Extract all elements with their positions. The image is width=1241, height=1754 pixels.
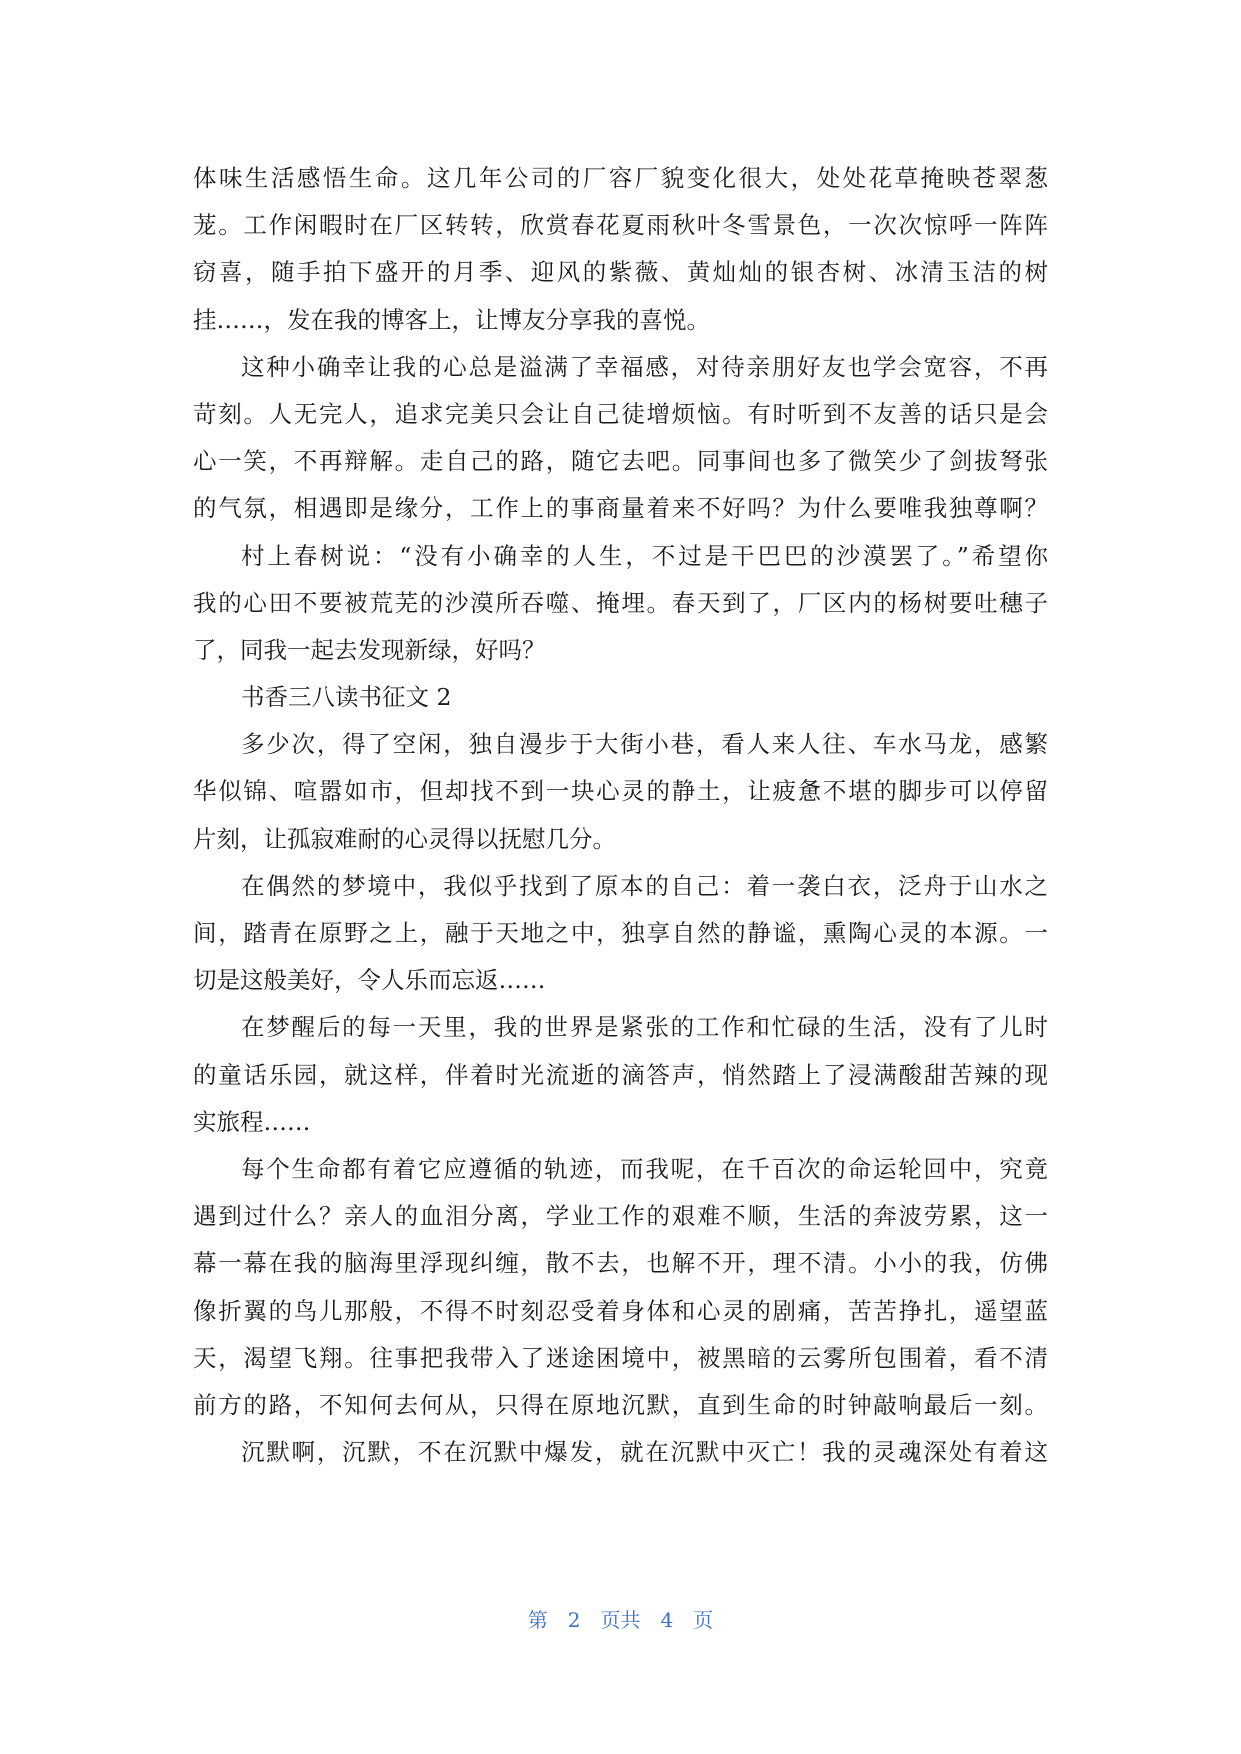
- footer-prefix: 第: [527, 1608, 548, 1632]
- text-line: 苛刻。人无完人，追求完美只会让自己徒增烦恼。有时听到不友善的话只是会: [193, 399, 1048, 428]
- text-line: 这种小确幸让我的心总是溢满了幸福感，对待亲朋好友也学会宽容，不再: [241, 352, 1048, 381]
- text-line: 像折翼的鸟儿那般，不得不时刻忍受着身体和心灵的剧痛，苦苦挣扎，遥望蓝: [193, 1296, 1048, 1325]
- footer-current-page: 2: [567, 1608, 581, 1632]
- text-line: 村上春树说：“没有小确幸的人生，不过是干巴巴的沙漠罢了。”希望你: [241, 541, 1048, 570]
- text-line: 片刻，让孤寂难耐的心灵得以抚慰几分。: [193, 824, 616, 853]
- text-line: 的童话乐园，就这样，伴着时光流逝的滴答声，悄然踏上了浸满酸甜苦辣的现: [193, 1060, 1048, 1089]
- text-line: 切是这般美好，令人乐而忘返……: [193, 966, 546, 995]
- text-line: 前方的路，不知何去何从，只得在原地沉默，直到生命的时钟敲响最后一刻。: [193, 1390, 1048, 1419]
- footer-total-pages: 4: [660, 1608, 674, 1632]
- page-footer: [0, 1604, 1241, 1633]
- text-line: 多少次，得了空闲，独自漫步于大街小巷，看人来人往、车水马龙，感繁: [241, 730, 1048, 759]
- text-line: 茏。工作闲暇时在厂区转转，欣赏春花夏雨秋叶冬雪景色，一次次惊呼一阵阵: [193, 211, 1048, 240]
- text-line: 挂……，发在我的博客上，让博友分享我的喜悦。: [193, 305, 710, 334]
- text-line: 华似锦、喧嚣如市，但却找不到一块心灵的静土，让疲惫不堪的脚步可以停留: [193, 777, 1048, 806]
- text-line: 窃喜，随手拍下盛开的月季、迎风的紫薇、黄灿灿的银杏树、冰清玉洁的树: [193, 258, 1048, 287]
- text-line: 书香三八读书征文 2: [241, 683, 452, 712]
- text-line: 体味生活感悟生命。这几年公司的厂容厂貌变化很大，处处花草掩映苍翠葱: [193, 164, 1048, 192]
- text-line: 在偶然的梦境中，我似乎找到了原本的自己：着一袭白衣，泛舟于山水之: [241, 871, 1048, 900]
- text-line: 的气氛，相遇即是缘分，工作上的事商量着来不好吗？为什么要唯我独尊啊？: [193, 494, 1048, 523]
- text-line: 沉默啊，沉默，不在沉默中爆发，就在沉默中灭亡！我的灵魂深处有着这: [241, 1438, 1048, 1467]
- text-line: 心一笑，不再辩解。走自己的路，随它去吧。同事间也多了微笑少了剑拔弩张: [193, 447, 1048, 476]
- document-body: [193, 155, 1048, 1476]
- footer-suffix: 页: [693, 1608, 714, 1632]
- text-line: 在梦醒后的每一天里，我的世界是紧张的工作和忙碌的生活，没有了儿时: [241, 1013, 1048, 1042]
- text-line: 幕一幕在我的脑海里浮现纠缠，散不去，也解不开，理不清。小小的我，仿佛: [193, 1249, 1048, 1278]
- text-line: 实旅程……: [193, 1107, 311, 1136]
- text-line: 每个生命都有着它应遵循的轨迹，而我呢，在千百次的命运轮回中，究竟: [241, 1154, 1048, 1183]
- text-line: 遇到过什么？亲人的血泪分离，学业工作的艰难不顺，生活的奔波劳累，这一: [193, 1202, 1048, 1231]
- text-line: 我的心田不要被荒芜的沙漠所吞噬、掩埋。春天到了，厂区内的杨树要吐穗子: [193, 588, 1048, 617]
- text-line: 间，踏青在原野之上，融于天地之中，独享自然的静谧，熏陶心灵的本源。一: [193, 919, 1048, 947]
- footer-middle: 页共: [600, 1608, 641, 1632]
- text-line: 了，同我一起去发现新绿，好吗？: [193, 635, 546, 664]
- text-line: 天，渴望飞翔。往事把我带入了迷途困境中，被黑暗的云雾所包围着，看不清: [193, 1343, 1048, 1372]
